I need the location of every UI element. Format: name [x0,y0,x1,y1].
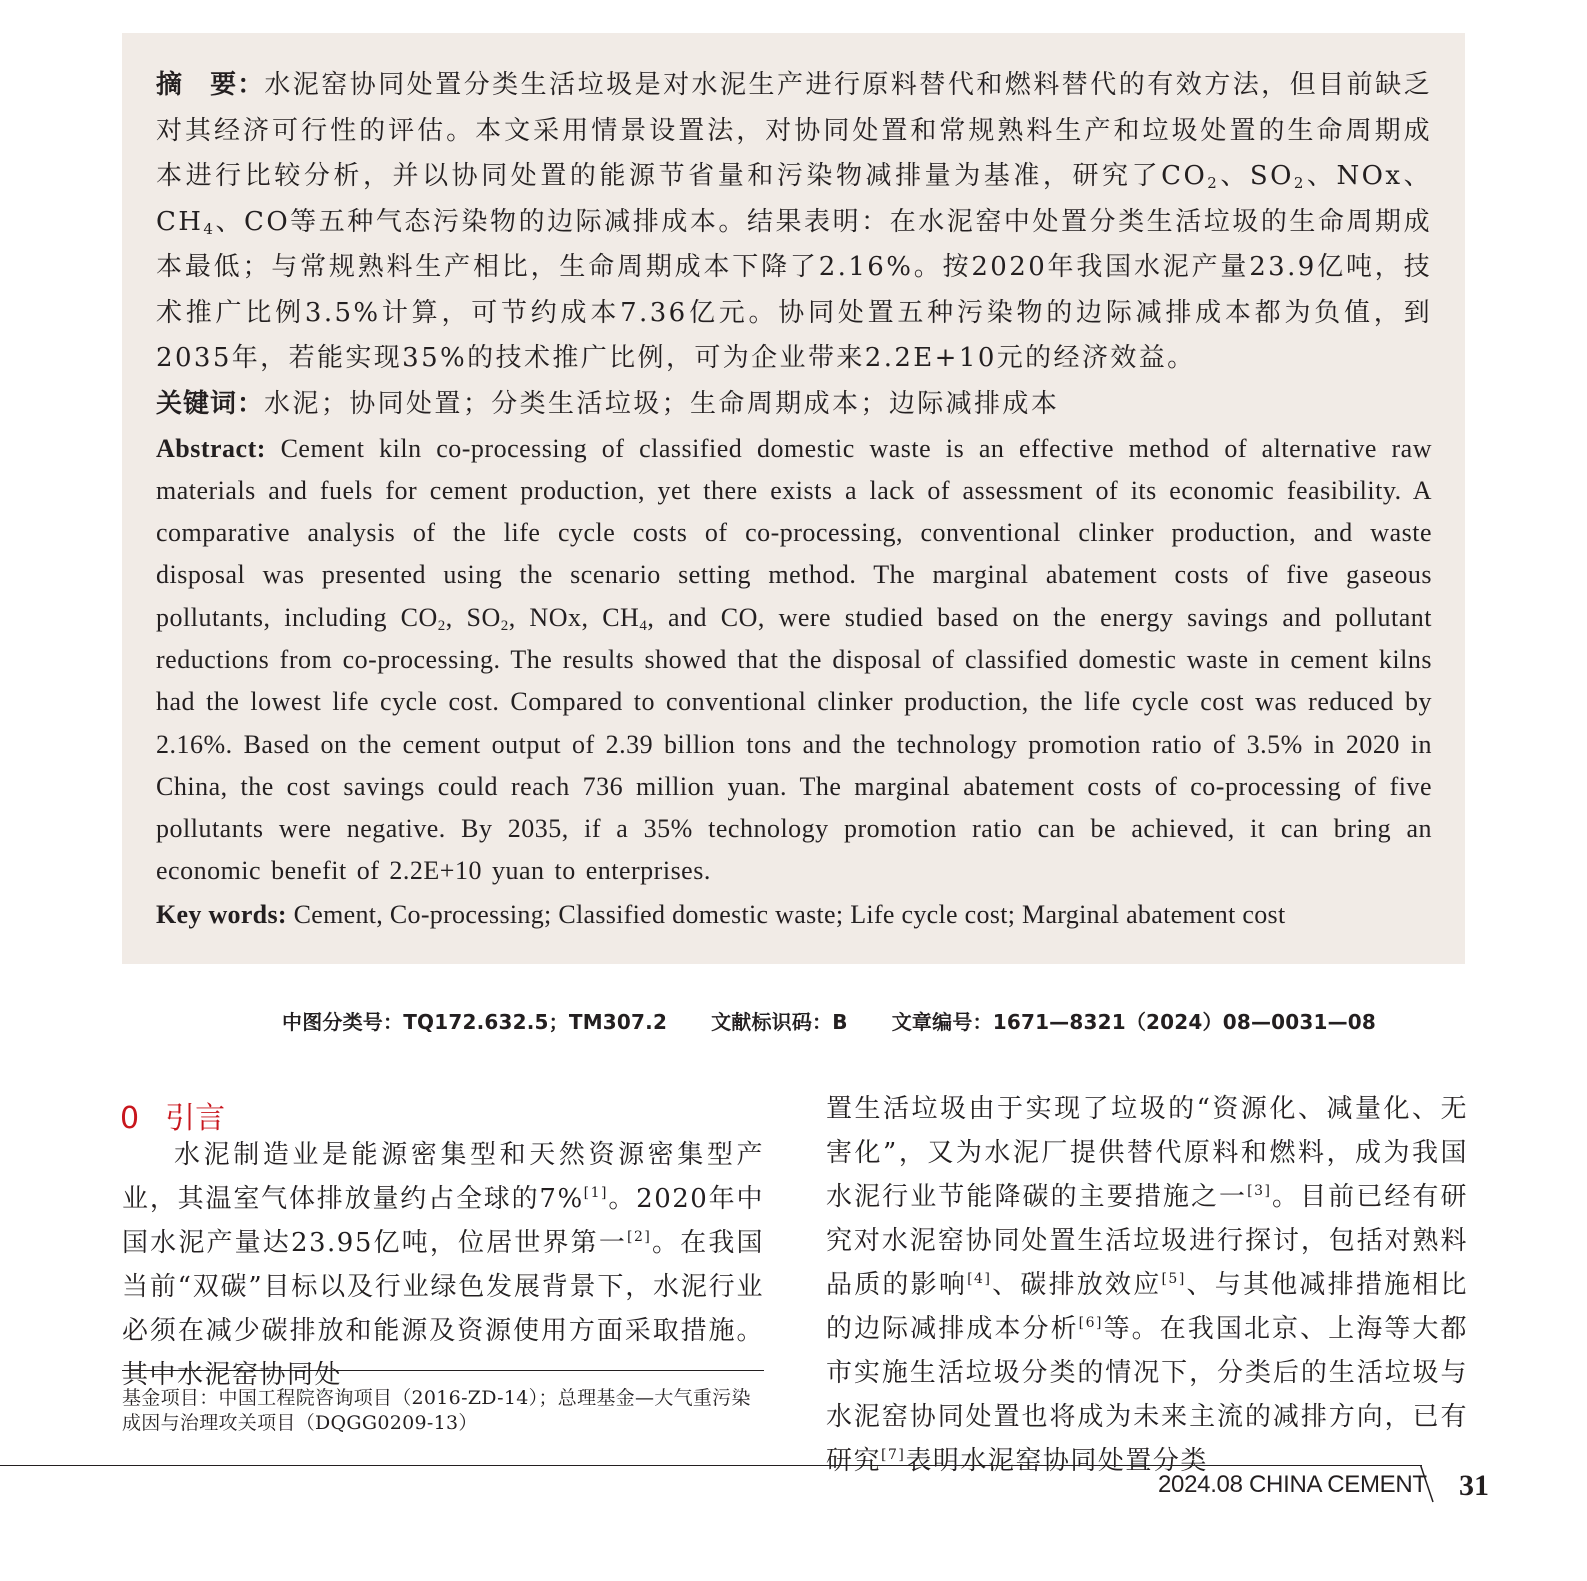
abstract-box [122,33,1465,964]
citation-ref[interactable]: [1] [583,1185,609,1201]
journal-info: 2024.08 CHINA CEMENT [1158,1471,1427,1498]
citation-ref[interactable]: [4] [967,1271,992,1287]
footer-divider [0,1465,1422,1466]
citation-ref[interactable]: [2] [627,1229,652,1245]
abstract-en-label: Abstract: [156,433,266,463]
body-text: 表明水泥窑协同处置分类 [905,1446,1208,1476]
abstract-cn-text: 水泥窑协同处置分类生活垃圾是对水泥生产进行原料替代和燃料替代的有效方法，但目前缺乏对其经济可行性的评估。本文采用情景设置法，对协同处置和常规熟料生产和垃圾处置的生命周期成本进行比较分析，并以协同处置的能源节省量和污染物减排量为基准，研究了CO [156,70,1432,191]
body-paragraph [826,1087,1468,1483]
body-text: 。2020年中国水泥产量达23.95亿吨，位居世界第一 [122,1184,764,1258]
subscript: 2 [1207,174,1220,192]
section-title: 引言 [165,1101,226,1136]
body-paragraph [122,1133,764,1397]
keywords-en-label: Key words: [156,899,287,929]
subscript: 4 [639,617,648,634]
keywords-cn-label: 关键词： [156,388,265,419]
body-text: 、与其他减排措施相比的边际减排成本分析 [826,1270,1468,1344]
abstract-cn-text: 、CO等五种气态污染物的边际减排成本。结果表明：在水泥窑中处置分类生活垃圾的生命周期成本最低；与常规熟料生产相比，生命周期成本下降了2.16%。按2020年我国水泥产量23.9亿吨，技术推广比例3.5%计算，可节约成本7.36亿元。协同处置五种污染物的边际减排成本都为负值，到2035年，若能实现35%的技术推广比例，可为企业带来2.2E+10元的经济效益。 [156,206,1432,373]
abstract-en-text: , and CO, were studied based on the energy savings and pollutant reductions from co-processing. The results showed that the disposal of classified domestic waste in cement kilns had the lowest life cycle cost. Compared to conventional clinker production, the life cycle cost was reduced by 2.16%. Based on the cement output of 2.39 billion tons and the technology promotion ratio of 3.5% in 2020 in China, the cost savings could reach 736 million yuan. The marginal abatement costs of co-processing of five pollutants were negative. By 2035, if a 35% technology promotion ratio can be achieved, it can bring an economic benefit of 2.2E+10 yuan to enterprises. [156,602,1432,886]
citation-ref[interactable]: [7] [881,1447,906,1463]
keywords-cn-text: 水泥；协同处置；分类生活垃圾；生命周期成本；边际减排成本 [264,388,1060,419]
citation-ref[interactable]: [5] [1161,1271,1186,1287]
keywords-en [156,893,1432,936]
abstract-cn-text: 、SO [1219,161,1294,191]
abstract-en-text: Cement kiln co-processing of classified domestic waste is an effective method of alternative raw materials and fuels for cement production, yet there exists a lack of assessment of its economic feasibility. A comparative analysis of the life cycle costs of co-processing, conventional clinker production, and waste disposal was presented using the scenario setting method. The marginal abatement costs of five gaseous pollutants, including CO [156,433,1432,632]
citation-ref[interactable]: [3] [1247,1183,1272,1199]
abstract-cn [156,63,1432,382]
clc-number: 中图分类号：TQ172.632.5；TM307.2 [282,1010,668,1034]
body-column-left [122,1133,764,1397]
document-code: 文献标识码：B [711,1010,848,1034]
article-number: 文章编号：1671—8321（2024）08—0031—08 [891,1010,1377,1034]
abstract-en-text: , NOx, CH [508,602,640,632]
footnote [122,1386,767,1436]
keywords-en-text: Cement, Co-processing; Classified domestic waste; Life cycle cost; Marginal abatement cost [286,899,1286,929]
abstract-cn-text: 、NOx、CH [156,161,1432,237]
section-number: 0 [120,1101,140,1136]
body-text: 水泥制造业是能源密集型和天然资源密集型产业，其温室气体排放量约占全球的7% [122,1140,764,1214]
keywords-cn [156,382,1432,427]
subscript: 4 [203,219,216,238]
page-number: 31 [1459,1469,1489,1502]
body-column-right [826,1087,1468,1483]
subscript: 2 [500,617,509,634]
body-text: 等。在我国北京、上海等大都市实施生活垃圾分类的情况下，分类后的生活垃圾与水泥窑协同处置也将成为未来主流的减排方向，已有研究 [826,1314,1468,1476]
abstract-en [156,428,1432,893]
classification-line [282,1006,1420,1035]
body-text: 、碳排放效应 [991,1270,1162,1300]
body-text: 置生活垃圾由于实现了垃圾的“资源化、减量化、无害化”，又为水泥厂提供替代原料和燃料，成为我国水泥行业节能降碳的主要措施之一 [826,1094,1468,1212]
section-heading [120,1093,225,1137]
body-text: 。在我国当前“双碳”目标以及行业绿色发展背景下，水泥行业必须在减少碳排放和能源及资源使用方面采取措施。其中水泥窑协同处 [122,1228,764,1390]
footnote-divider [122,1370,764,1371]
citation-ref[interactable]: [6] [1078,1315,1104,1331]
abstract-cn-label: 摘 要： [156,70,265,100]
footnote-text: 中国工程院咨询项目（2016-ZD-14）；总理基金—大气重污染成因与治理攻关项目（DQGG0209-13） [122,1387,751,1434]
abstract-en-text: , SO [445,602,501,632]
subscript: 2 [437,617,446,634]
subscript: 2 [1293,174,1306,192]
body-text: 。目前已经有研究对水泥窑协同处置生活垃圾进行探讨，包括对熟料品质的影响 [826,1182,1468,1300]
footnote-label: 基金项目： [122,1387,219,1409]
